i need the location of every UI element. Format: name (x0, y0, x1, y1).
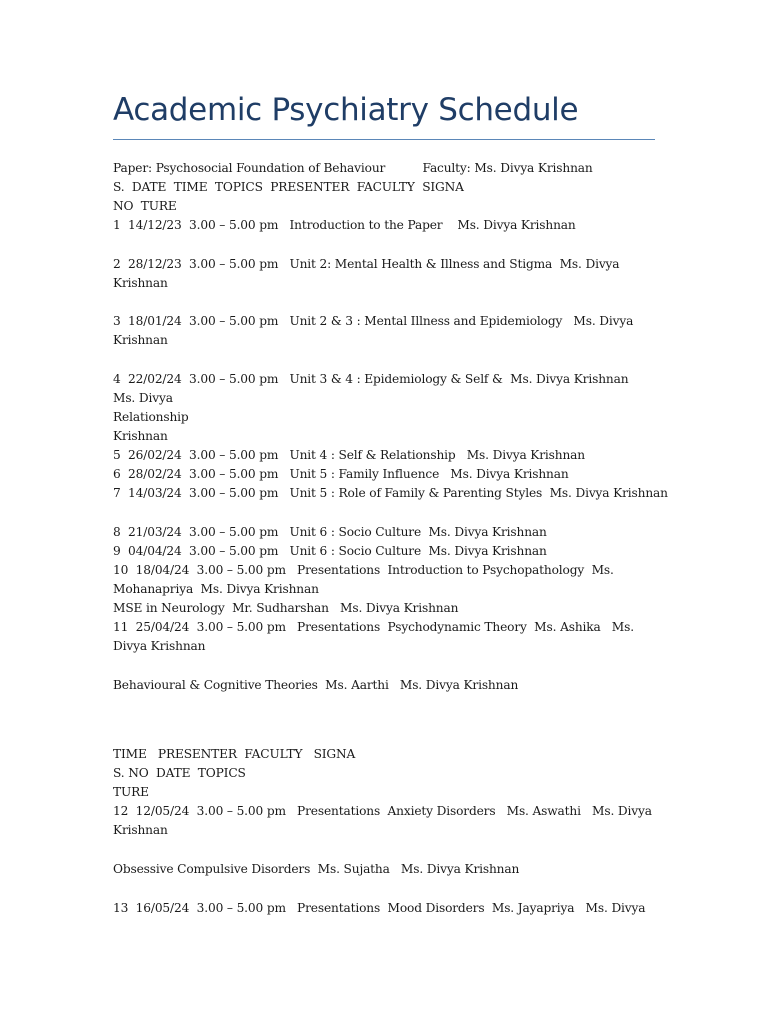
table-header-line: NO TURE (113, 199, 177, 213)
schedule-line: 5 26/02/24 3.00 – 5.00 pm Unit 4 : Self & Relationship Ms. Divya Krishnan (113, 448, 585, 462)
schedule-line: 12 12/05/24 3.00 – 5.00 pm Presentations Anxiety Disorders Ms. Aswathi Ms. Divya (113, 804, 652, 818)
schedule-line: 13 16/05/24 3.00 – 5.00 pm Presentations Mood Disorders Ms. Jayapriya Ms. Divya (113, 901, 646, 915)
table-header-line: S. NO DATE TOPICS (113, 766, 246, 780)
schedule-line: Krishnan (113, 429, 168, 443)
title-underline (113, 139, 655, 140)
schedule-line: 9 04/04/24 3.00 – 5.00 pm Unit 6 : Socio Culture Ms. Divya Krishnan (113, 544, 547, 558)
schedule-line: Obsessive Compulsive Disorders Ms. Sujatha Ms. Divya Krishnan (113, 862, 520, 876)
schedule-line: 1 14/12/23 3.00 – 5.00 pm Introduction to the Paper Ms. Divya Krishnan (113, 218, 576, 232)
table-header-line: TURE (113, 785, 149, 799)
table-header-line: S. DATE TIME TOPICS PRESENTER FACULTY SIGNA (113, 180, 464, 194)
schedule-line: 11 25/04/24 3.00 – 5.00 pm Presentations Psychodynamic Theory Ms. Ashika Ms. (113, 620, 634, 634)
schedule-line: Krishnan (113, 333, 168, 347)
table-header-line: TIME PRESENTER FACULTY SIGNA (113, 747, 356, 761)
schedule-line: Krishnan (113, 276, 168, 290)
schedule-line: 2 28/12/23 3.00 – 5.00 pm Unit 2: Mental Health & Illness and Stigma Ms. Divya (113, 257, 620, 271)
document-title: Academic Psychiatry Schedule (113, 92, 579, 128)
schedule-line: 10 18/04/24 3.00 – 5.00 pm Presentations Introduction to Psychopathology Ms. (113, 563, 614, 577)
schedule-line: 7 14/03/24 3.00 – 5.00 pm Unit 5 : Role of Family & Parenting Styles Ms. Divya Krishnan (113, 486, 668, 500)
schedule-line: Mohanapriya Ms. Divya Krishnan (113, 582, 319, 596)
schedule-line: Ms. Divya (113, 391, 173, 405)
schedule-line: Behavioural & Cognitive Theories Ms. Aarthi Ms. Divya Krishnan (113, 678, 519, 692)
schedule-line: MSE in Neurology Mr. Sudharshan Ms. Divya Krishnan (113, 601, 459, 615)
schedule-line: Relationship (113, 410, 189, 424)
schedule-line: 8 21/03/24 3.00 – 5.00 pm Unit 6 : Socio Culture Ms. Divya Krishnan (113, 525, 547, 539)
schedule-line: 3 18/01/24 3.00 – 5.00 pm Unit 2 & 3 : Mental Illness and Epidemiology Ms. Divya (113, 314, 634, 328)
schedule-line: 6 28/02/24 3.00 – 5.00 pm Unit 5 : Family Influence Ms. Divya Krishnan (113, 467, 569, 481)
schedule-line: Divya Krishnan (113, 639, 206, 653)
paper-faculty-line: Paper: Psychosocial Foundation of Behaviour Faculty: Ms. Divya Krishnan (113, 161, 593, 175)
schedule-line: 4 22/02/24 3.00 – 5.00 pm Unit 3 & 4 : Epidemiology & Self & Ms. Divya Krishnan (113, 372, 629, 386)
schedule-line: Krishnan (113, 823, 168, 837)
